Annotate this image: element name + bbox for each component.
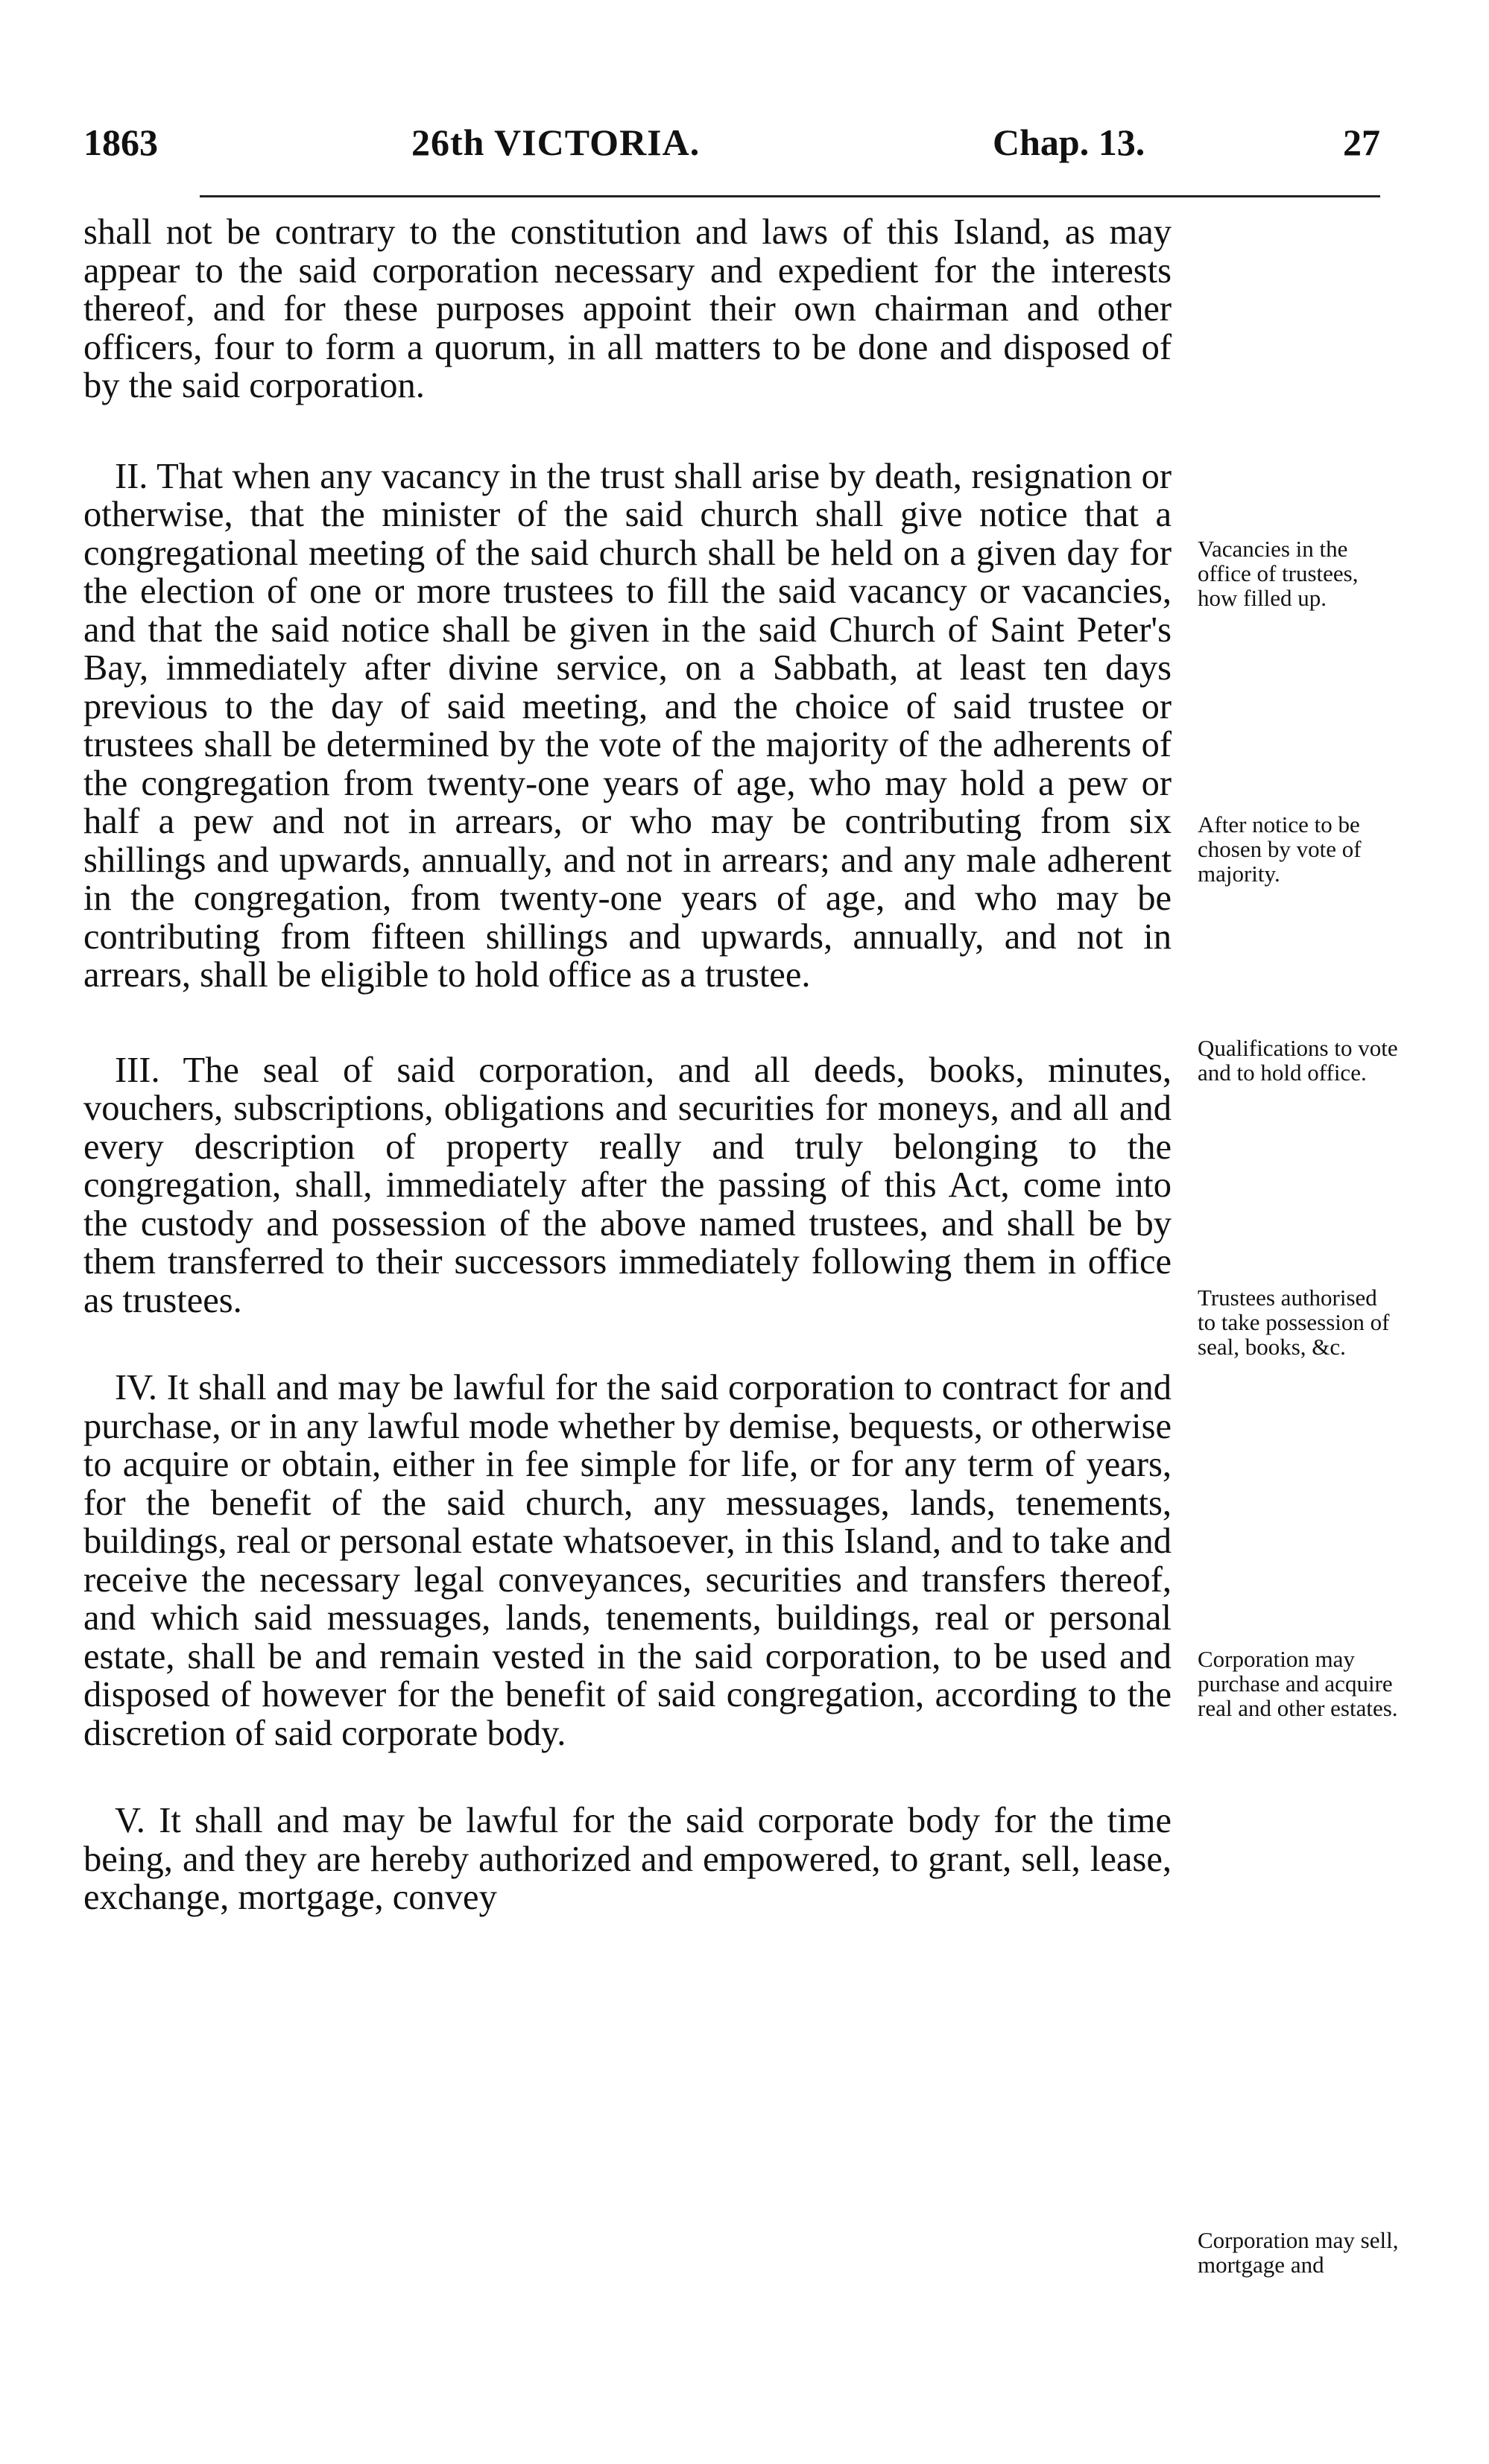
section-5-paragraph: V. It shall and may be lawful for the said corporate body for the time being, and they are hereby authorized and empowered, to grant, sell, lease, exchange, mortgage, convey — [83, 1801, 1172, 1917]
statute-body — [83, 213, 1172, 1917]
header-title: 26th VICTORIA. — [411, 121, 701, 163]
section-4-paragraph: IV. It shall and may be lawful for the said corporation to contract for and purchase, or in any lawful mode whether by demise, bequests, or otherwise to acquire or obtain, either in fee simple for life, or for any term of years, for the benefit of the said church, any messuages, lands, tenements, buildings, real or personal estate whatsoever, in this Island, and to take and receive the necessary legal conveyances, securities and transfers thereof, and which said messuages, lands, tenements, buildings, real or personal estate, shall be and remain vested in the said corporation, to be used and disposed of however for the benefit of said congregation, according to the discretion of said corporate body. — [83, 1368, 1172, 1753]
section-2-paragraph: II. That when any vacancy in the trust shall arise by death, resignation or otherwise, that the minister of the said church shall give notice that a congregational meeting of the said church shall be held on a given day for the election of one or more trustees to fill the said vacancy or vacancies, and that the said notice shall be given in the said Church of Saint Peter's Bay, immediately after divine service, on a Sabbath, at least ten days previous to the day of said meeting, and the choice of said trustee or trustees shall be determined by the vote of the majority of the adherents of the congregation from twenty-one years of age, who may hold a pew or half a pew and not in arrears, or who may be contributing from six shillings and upwards, annually, and not in arrears; and any male adherent in the congregation, from twenty-one years of age, and who may be contributing from fifteen shillings and upwards, annually, and not in arrears, shall be eligible to hold office as a trustee. — [83, 456, 1172, 995]
margin-note-custody: Trustees authorised to take possession of seal, books, &c. — [1198, 1285, 1390, 1360]
margin-note-purchase: Corporation may purchase and acquire real and other estates. — [1198, 1646, 1398, 1721]
section-3-paragraph: III. The seal of said corporation, and all deeds, books, minutes, vouchers, subscriptions, obligations and securities for moneys, and all and every description of property really and truly belonging to the congregation, shall, immediately after the passing of this Act, come into the custody and possession of the above named trustees, and shall be by them transferred to their successors immediately following them in office as trustees. — [83, 1050, 1172, 1320]
continuation-paragraph: shall not be contrary to the constitution and laws of this Island, as may appear to the said corporation necessary and expedient for the interests thereof, and for these purposes appoint their own chairman and other officers, four to form a quorum, in all matters to be done and disposed of by the said corporation. — [83, 212, 1172, 405]
page-number: 27 — [1343, 121, 1380, 163]
header-rule — [200, 195, 1380, 197]
header-year: 1863 — [83, 121, 158, 163]
header-chapter: Chap. 13. — [993, 121, 1145, 163]
margin-note-sell: Corporation may sell, mortgage and — [1198, 2227, 1399, 2278]
margin-note-election: After notice to be chosen by vote of majority. — [1198, 811, 1362, 887]
running-header — [83, 121, 1380, 173]
margin-note-vacancies: Vacancies in the office of trustees, how filled up. — [1198, 536, 1359, 611]
margin-note-qualifications: Qualifications to vote and to hold office. — [1198, 1035, 1398, 1086]
